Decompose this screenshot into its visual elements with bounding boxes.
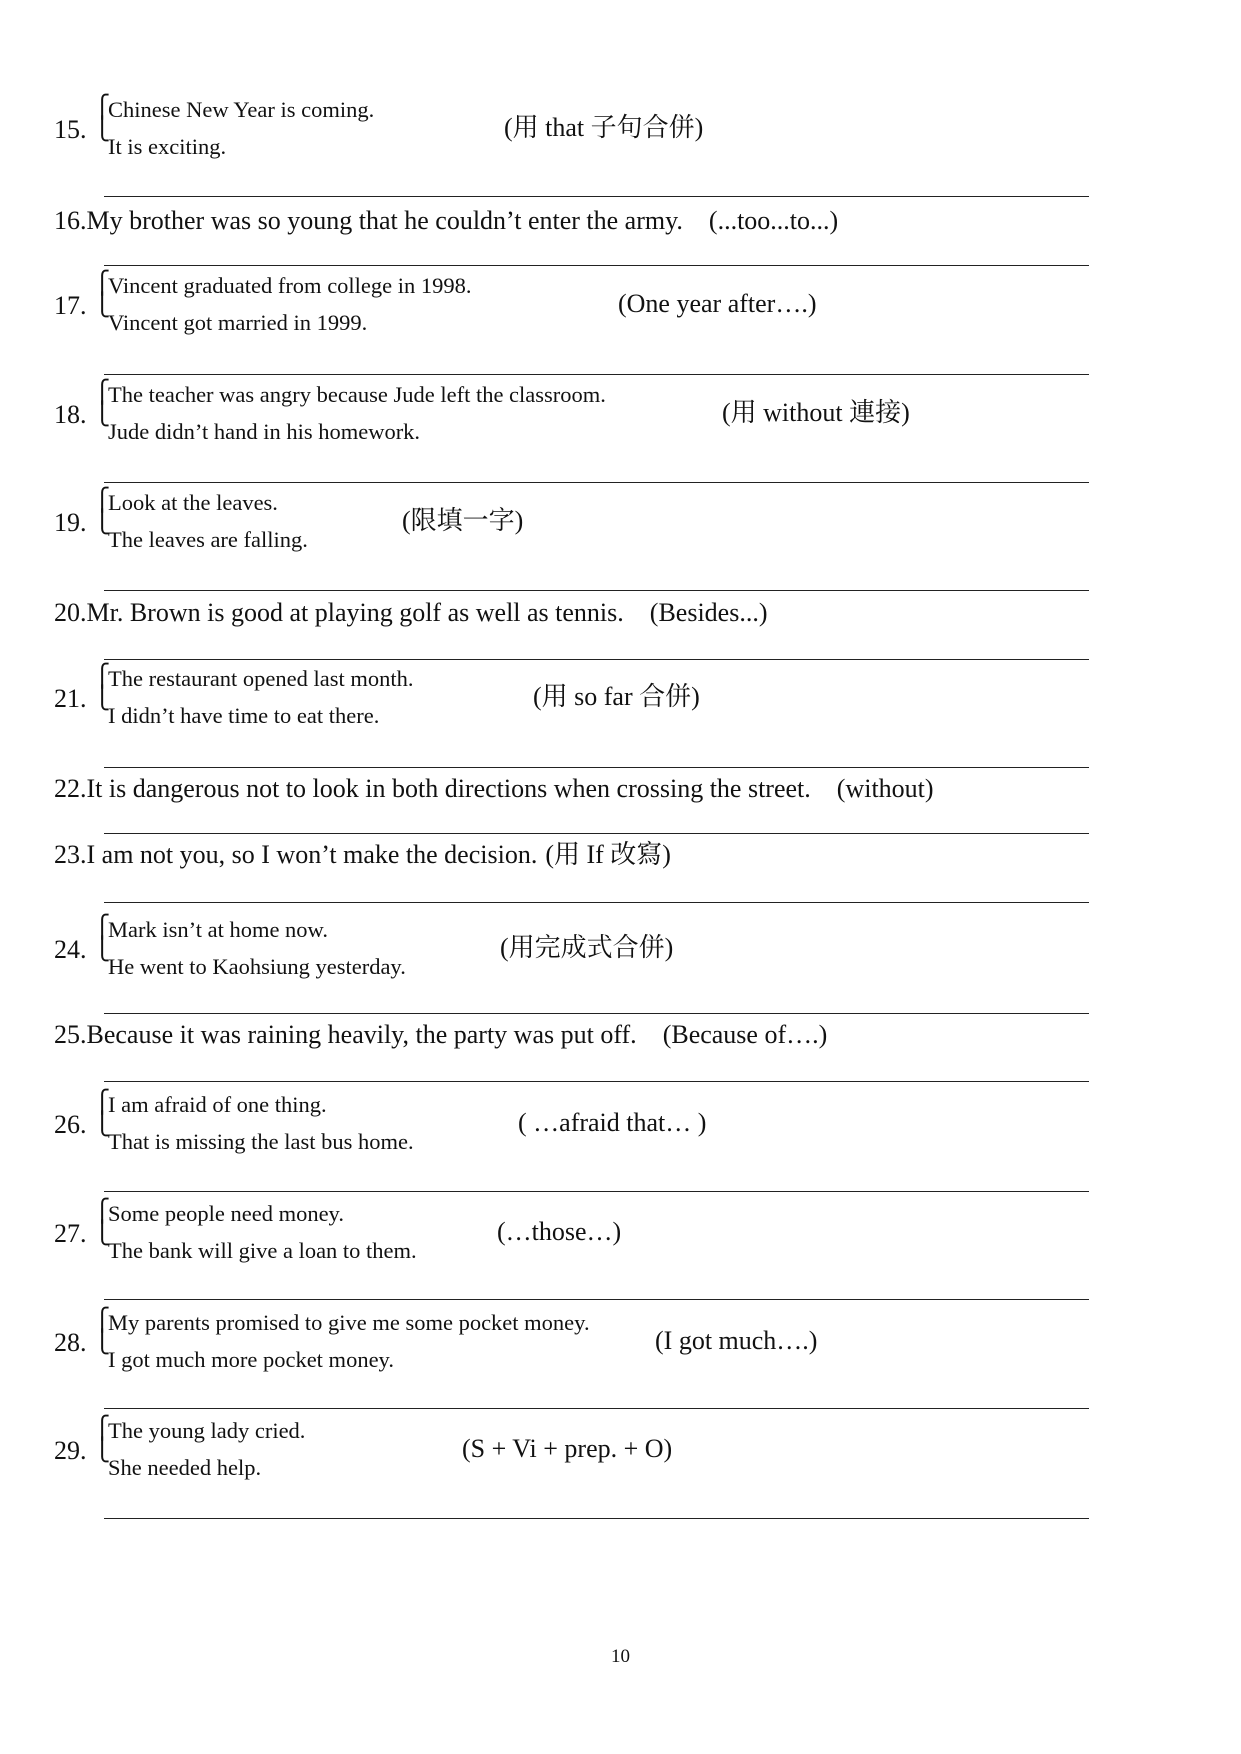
brace-icon: ⎧ ⎩ <box>94 270 111 317</box>
brace-icon: ⎧ ⎩ <box>94 1089 111 1136</box>
question-text: 23.I am not you, so I won’t make the decision. <box>54 840 538 869</box>
instruction-hint: (用 If 改寫) <box>545 840 671 869</box>
sentence-2: Jude didn’t hand in his homework. <box>108 419 421 444</box>
sentence-1: Some people need money. <box>108 1201 344 1226</box>
question-text: 16.My brother was so young that he couldn’t enter the army. <box>54 206 683 235</box>
question-16 <box>54 208 838 234</box>
sentence-1: Vincent graduated from college in 1998. <box>108 273 472 298</box>
question-20 <box>54 600 767 626</box>
instruction-hint: (...too...to...) <box>708 206 839 235</box>
sentence-2: The bank will give a loan to them. <box>108 1238 417 1263</box>
question-22 <box>54 776 934 802</box>
page-number: 10 <box>611 1646 630 1667</box>
brace-icon: ⎧ ⎩ <box>94 487 111 534</box>
instruction-hint: ( …afraid that… ) <box>518 1108 707 1137</box>
sentence-2: He went to Kaohsiung yesterday. <box>108 954 406 979</box>
instruction-hint: (without) <box>836 774 934 803</box>
answer-line[interactable] <box>104 1518 1089 1519</box>
answer-line[interactable] <box>104 1013 1089 1014</box>
instruction-hint: (限填一字) <box>402 506 524 535</box>
answer-line[interactable] <box>104 374 1089 375</box>
answer-line[interactable] <box>104 767 1089 768</box>
question-number: 19. <box>54 508 87 537</box>
brace-icon: ⎧ ⎩ <box>94 1307 111 1354</box>
sentence-2: That is missing the last bus home. <box>108 1129 414 1154</box>
brace-icon: ⎧ ⎩ <box>94 663 111 710</box>
question-text: 25.Because it was raining heavily, the party was put off. <box>54 1020 637 1049</box>
instruction-hint: (Because of….) <box>662 1020 828 1049</box>
question-number: 27. <box>54 1219 87 1248</box>
brace-icon: ⎧ ⎩ <box>94 1415 111 1462</box>
question-23 <box>54 842 671 868</box>
answer-line[interactable] <box>104 1191 1089 1192</box>
sentence-2: It is exciting. <box>108 134 227 159</box>
answer-line[interactable] <box>104 659 1089 660</box>
sentence-1: Mark isn’t at home now. <box>108 917 328 942</box>
answer-line[interactable] <box>104 1408 1089 1409</box>
instruction-hint: (S + Vi + prep. + O) <box>462 1434 673 1463</box>
answer-line[interactable] <box>104 590 1089 591</box>
answer-line[interactable] <box>104 833 1089 834</box>
sentence-1: My parents promised to give me some pocket money. <box>108 1310 590 1335</box>
sentence-2: The leaves are falling. <box>108 527 308 552</box>
question-number: 21. <box>54 684 87 713</box>
sentence-1: The teacher was angry because Jude left the classroom. <box>108 382 606 407</box>
brace-icon: ⎧ ⎩ <box>94 1198 111 1245</box>
question-number: 18. <box>54 400 87 429</box>
question-25 <box>54 1022 827 1048</box>
instruction-hint: (I got much….) <box>655 1326 818 1355</box>
instruction-hint: (用完成式合併) <box>500 933 674 962</box>
question-text: 20.Mr. Brown is good at playing golf as well as tennis. <box>54 598 624 627</box>
brace-icon: ⎧ ⎩ <box>94 379 111 426</box>
question-number: 17. <box>54 291 87 320</box>
instruction-hint: (用 that 子句合併) <box>504 113 704 142</box>
sentence-2: Vincent got married in 1999. <box>108 310 368 335</box>
answer-line[interactable] <box>104 1081 1089 1082</box>
answer-line[interactable] <box>104 1299 1089 1300</box>
sentence-1: The restaurant opened last month. <box>108 666 414 691</box>
instruction-hint: (用 without 連接) <box>722 398 910 427</box>
sentence-1: Chinese New Year is coming. <box>108 97 375 122</box>
sentence-2: She needed help. <box>108 1455 262 1480</box>
sentence-2: I didn’t have time to eat there. <box>108 703 380 728</box>
instruction-hint: (…those…) <box>497 1217 622 1246</box>
answer-line[interactable] <box>104 482 1089 483</box>
question-text: 22.It is dangerous not to look in both directions when crossing the street. <box>54 774 811 803</box>
brace-icon: ⎧ ⎩ <box>94 94 111 141</box>
instruction-hint: (Besides...) <box>649 598 768 627</box>
sentence-1: I am afraid of one thing. <box>108 1092 327 1117</box>
answer-line[interactable] <box>104 902 1089 903</box>
question-number: 15. <box>54 115 87 144</box>
question-number: 26. <box>54 1110 87 1139</box>
sentence-2: I got much more pocket money. <box>108 1347 394 1372</box>
answer-line[interactable] <box>104 196 1089 197</box>
question-number: 24. <box>54 935 87 964</box>
question-number: 29. <box>54 1436 87 1465</box>
brace-icon: ⎧ ⎩ <box>94 914 111 961</box>
sentence-1: Look at the leaves. <box>108 490 278 515</box>
answer-line[interactable] <box>104 265 1089 266</box>
question-number: 28. <box>54 1328 87 1357</box>
instruction-hint: (One year after….) <box>618 289 817 318</box>
instruction-hint: (用 so far 合併) <box>533 682 700 711</box>
sentence-1: The young lady cried. <box>108 1418 306 1443</box>
